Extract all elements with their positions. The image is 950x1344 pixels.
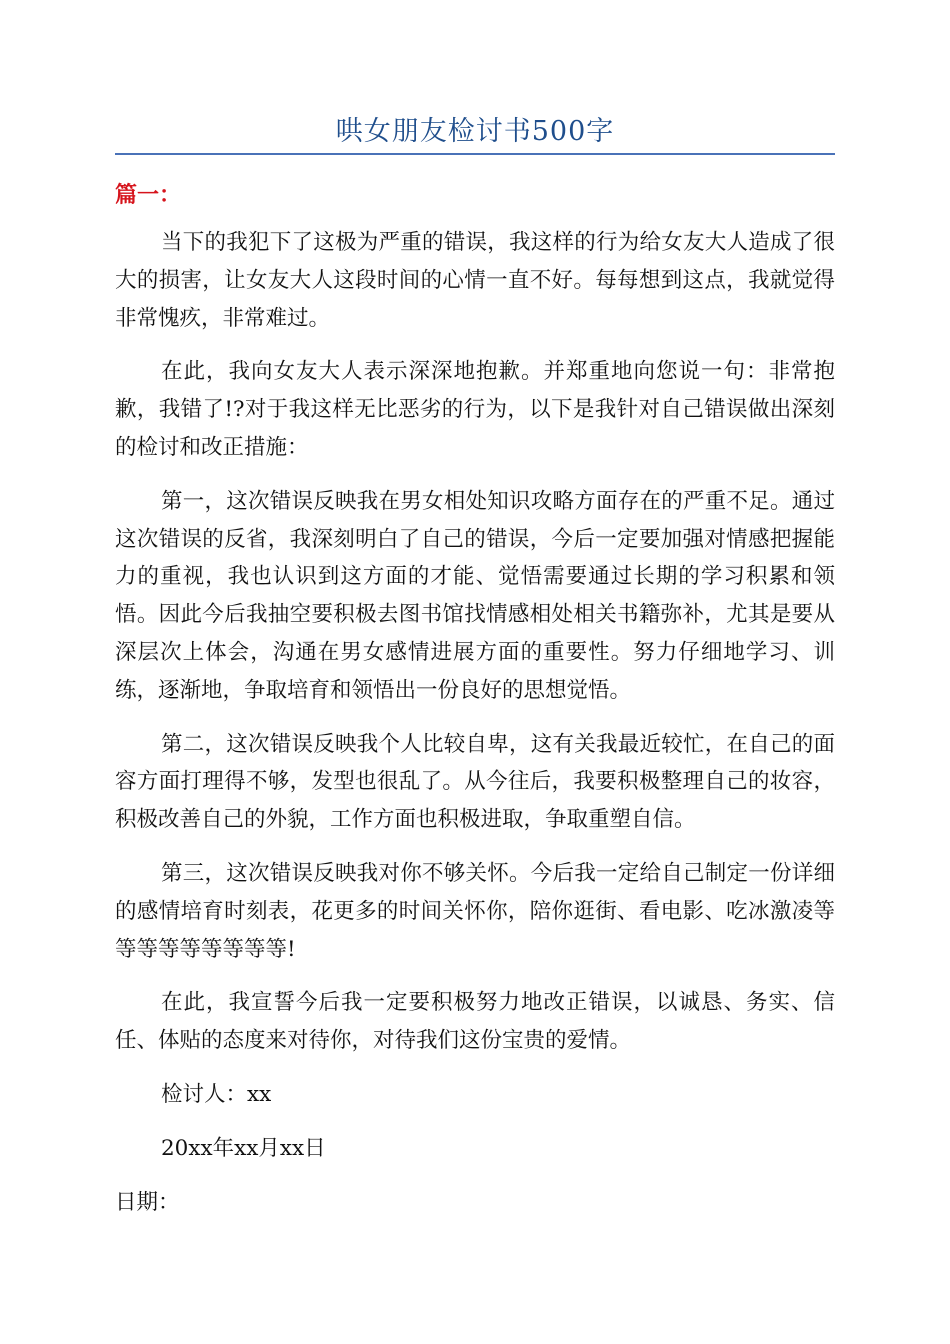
document-body bbox=[115, 224, 835, 1221]
signature-line: 检讨人：xx bbox=[161, 1081, 272, 1107]
date-line: 20xx年xx月xx日 bbox=[161, 1135, 326, 1161]
section-heading: 篇一： bbox=[115, 182, 182, 208]
paragraph: 第一，这次错误反映我在男女相处知识攻略方面存在的严重不足。通过这次错误的反省，我深刻明白了自己的错误，今后一定要加强对情感把握能力的重视，我也认识到这方面的才能、觉悟需要通过长期的学习积累和领悟。因此今后我抽空要积极去图书馆找情感相处相关书籍弥补，尤其是要从深层次上体会，沟通在男女感情进展方面的重要性。努力仔细地学习、训练，逐渐地，争取培育和领悟出一份良好的思想觉悟。 bbox=[115, 488, 835, 703]
date-label: 日期： bbox=[115, 1189, 180, 1215]
paragraph: 第二，这次错误反映我个人比较自卑，这有关我最近较忙，在自己的面容方面打理得不够，发型也很乱了。从今往后，我要积极整理自己的妆容，积极改善自己的外貌，工作方面也积极进取，争取重塑自信。 bbox=[115, 731, 835, 833]
document-title: 哄女朋友检讨书500字 bbox=[335, 116, 615, 147]
paragraph: 在此，我向女友大人表示深深地抱歉。并郑重地向您说一句：非常抱歉，我错了!?对于我这样无比恶劣的行为，以下是我针对自己错误做出深刻的检讨和改正措施： bbox=[115, 359, 835, 460]
paragraph: 当下的我犯下了这极为严重的错误，我这样的行为给女友大人造成了很大的损害，让女友大人这段时间的心情一直不好。每每想到这点，我就觉得非常愧疚，非常难过。 bbox=[115, 230, 835, 331]
paragraph: 在此，我宣誓今后我一定要积极努力地改正错误，以诚恳、务实、信任、体贴的态度来对待你，对待我们这份宝贵的爱情。 bbox=[115, 990, 835, 1054]
title-underline bbox=[115, 153, 835, 155]
paragraph: 第三，这次错误反映我对你不够关怀。今后我一定给自己制定一份详细的感情培育时刻表，花更多的时间关怀你，陪你逛街、看电影、吃冰激凌等等等等等等等等等! bbox=[115, 860, 835, 962]
